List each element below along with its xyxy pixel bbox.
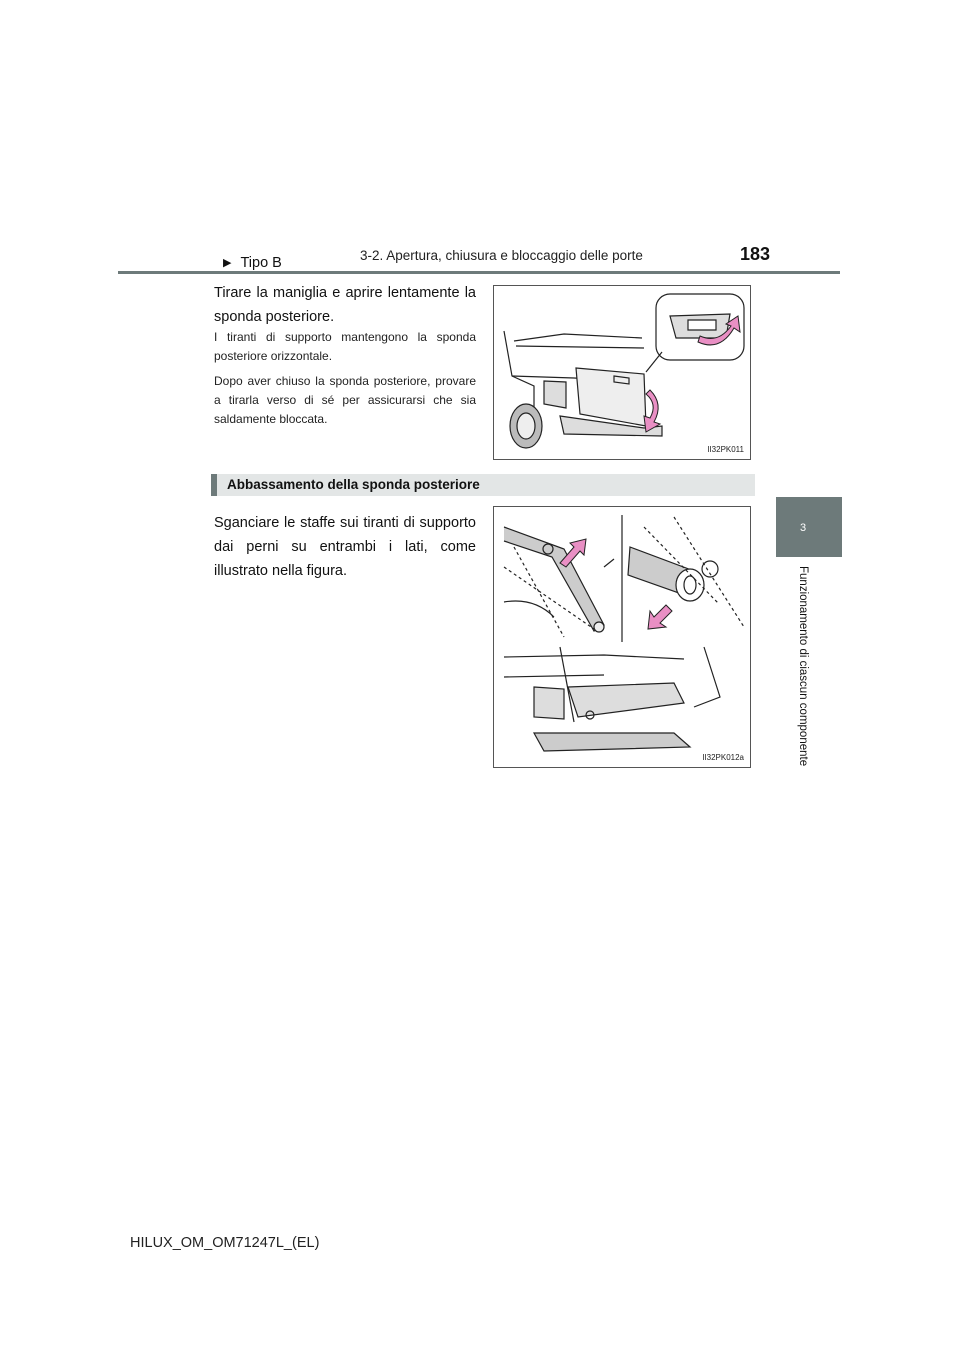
figure-tailgate-open (493, 285, 751, 460)
triangle-right-icon: ▶ (223, 257, 232, 269)
chapter-number: 3 (800, 522, 807, 534)
instruction-paragraph-2: Sganciare le staffe sui tiranti di supporto dai perni su entrambi i lati, come illustrato nella figura. (214, 515, 476, 579)
arrow-release (648, 605, 672, 629)
header-section-title: 3-2. Apertura, chiusura e bloccaggio delle porte (360, 248, 643, 263)
document-id: HILUX_OM_OM71247L_(EL) (130, 1235, 320, 1251)
chapter-title: Funzionamento di ciascun componente (797, 566, 809, 767)
subheading-text: Tipo B (240, 255, 282, 271)
note-2: Dopo aver chiuso la sponda posteriore, provare a tirarla verso di sé per assicurarsi che sia saldamente bloccata. (214, 374, 476, 426)
instruction-paragraph-1: Tirare la maniglia e aprire lentamente la sponda posteriore. (214, 285, 476, 325)
header-rule (118, 271, 840, 274)
figure-support-cable-release (493, 506, 751, 768)
note-1: I tiranti di supporto mantengono la sponda posteriore orizzontale. (214, 330, 476, 363)
subheading (223, 255, 282, 271)
figure-2-code: II32PK012a (702, 753, 744, 762)
chapter-tab (776, 497, 842, 557)
section-heading (211, 474, 755, 496)
section-heading-text: Abbassamento della sponda posteriore (227, 477, 480, 492)
figure-1-code: II32PK011 (707, 445, 744, 454)
cable-release-illustration (494, 507, 750, 767)
curved-arrow-open (644, 390, 660, 432)
truck-rear-illustration (494, 286, 750, 459)
page-number: 183 (740, 244, 771, 264)
